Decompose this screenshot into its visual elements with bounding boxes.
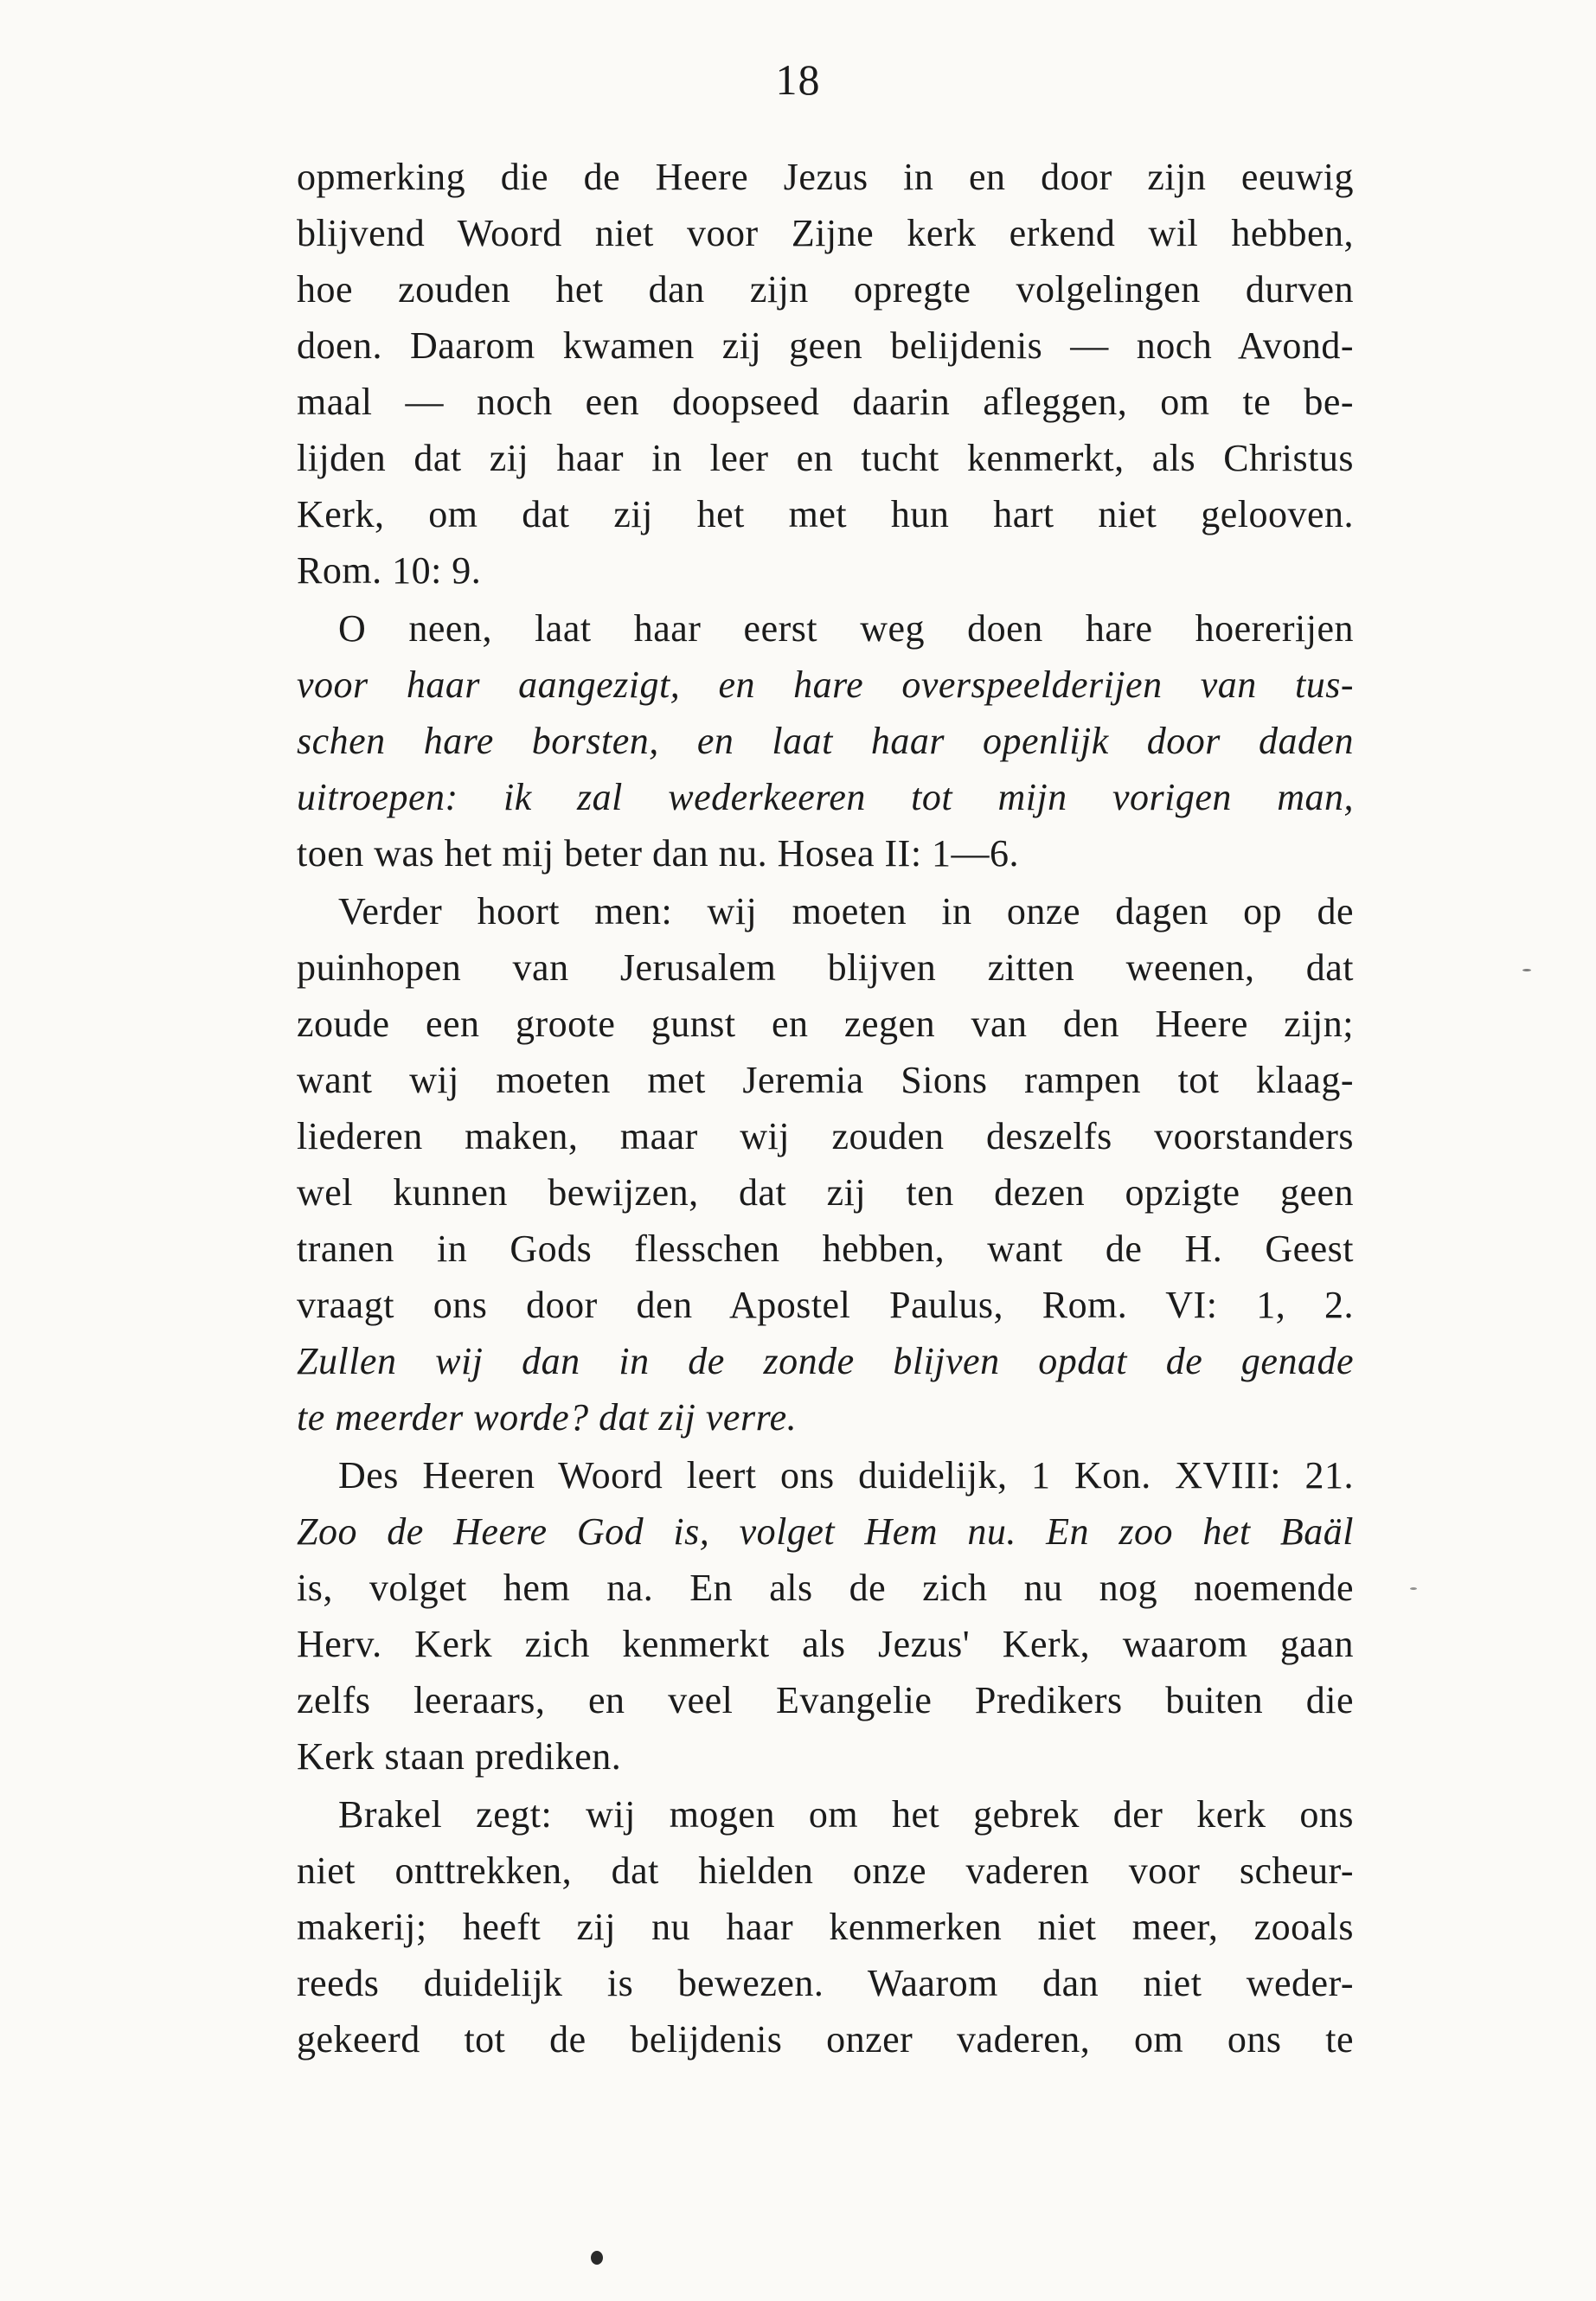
text-line: maal — noch een doopseed daarin afleggen, om te be- bbox=[297, 381, 1354, 423]
text-line: zoude een groote gunst en zegen van den Heere zijn; bbox=[297, 1003, 1354, 1045]
paragraph-start-line: Des Heeren Woord leert ons duidelijk, 1 Kon. XVIII: 21. bbox=[338, 1454, 1354, 1497]
ink-smudge bbox=[591, 2251, 603, 2265]
text-line: doen. Daarom kwamen zij geen belijdenis — noch Avond- bbox=[297, 324, 1354, 367]
text-line: want wij moeten met Jeremia Sions rampen tot klaag- bbox=[297, 1059, 1354, 1101]
text-line: gekeerd tot de belijdenis onzer vaderen, om ons te bbox=[297, 2018, 1354, 2061]
paragraph-start-line: O neen, laat haar eerst weg doen hare hoererijen bbox=[338, 607, 1354, 650]
text-line: wel kunnen bewijzen, dat zij ten dezen opzigte geen bbox=[297, 1171, 1354, 1214]
text-line: voor haar aangezigt, en hare overspeelderijen van tus- bbox=[297, 663, 1354, 706]
text-line: reeds duidelijk is bewezen. Waarom dan niet weder- bbox=[297, 1962, 1354, 2004]
text-line: makerij; heeft zij nu haar kenmerken niet meer, zooals bbox=[297, 1906, 1354, 1948]
text-line: puinhopen van Jerusalem blijven zitten weenen, dat bbox=[297, 946, 1354, 989]
body-text bbox=[297, 149, 1354, 2067]
text-line: liederen maken, maar wij zouden deszelfs voorstanders bbox=[297, 1115, 1354, 1157]
text-line: Zullen wij dan in de zonde blijven opdat de genade bbox=[297, 1340, 1354, 1382]
text-line: blijvend Woord niet voor Zijne kerk erkend wil hebben, bbox=[297, 212, 1354, 254]
text-line: is, volget hem na. En als de zich nu nog noemende bbox=[297, 1567, 1354, 1609]
text-line: te meerder worde? dat zij verre. bbox=[297, 1396, 798, 1439]
text-line: Herv. Kerk zich kenmerkt als Jezus' Kerk, waarom gaan bbox=[297, 1623, 1354, 1665]
ink-speck bbox=[1522, 969, 1531, 971]
paragraph-start-line: Brakel zegt: wij mogen om het gebrek der kerk ons bbox=[338, 1793, 1354, 1836]
text-line: niet onttrekken, dat hielden onze vaderen voor scheur- bbox=[297, 1849, 1354, 1892]
text-line: opmerking die de Heere Jezus in en door zijn eeuwig bbox=[297, 156, 1354, 198]
text-line: Kerk staan prediken. bbox=[297, 1735, 622, 1778]
ink-speck bbox=[1410, 1587, 1417, 1590]
text-line: zelfs leeraars, en veel Evangelie Predikers buiten die bbox=[297, 1679, 1354, 1721]
text-line: vraagt ons door den Apostel Paulus, Rom. VI: 1, 2. bbox=[297, 1284, 1354, 1326]
text-line: hoe zouden het dan zijn opregte volgelingen durven bbox=[297, 268, 1354, 311]
ink-speck bbox=[1336, 173, 1340, 176]
page-number: 18 bbox=[775, 55, 821, 104]
text-line: Zoo de Heere God is, volget Hem nu. En zoo het Baäl bbox=[297, 1510, 1354, 1553]
text-line: Kerk, om dat zij het met hun hart niet gelooven. bbox=[297, 493, 1354, 535]
text-line: lijden dat zij haar in leer en tucht kenmerkt, als Christus bbox=[297, 437, 1354, 479]
text-line: Rom. 10: 9. bbox=[297, 549, 482, 592]
text-line: uitroepen: ik zal wederkeeren tot mijn vorigen man, bbox=[297, 776, 1354, 818]
text-line: toen was het mij beter dan nu. Hosea II: 1—6. bbox=[297, 832, 1020, 875]
text-line: schen hare borsten, en laat haar openlijk door daden bbox=[297, 720, 1354, 762]
text-line: tranen in Gods flesschen hebben, want de H. Geest bbox=[297, 1227, 1354, 1270]
paragraph-start-line: Verder hoort men: wij moeten in onze dagen op de bbox=[338, 890, 1354, 933]
